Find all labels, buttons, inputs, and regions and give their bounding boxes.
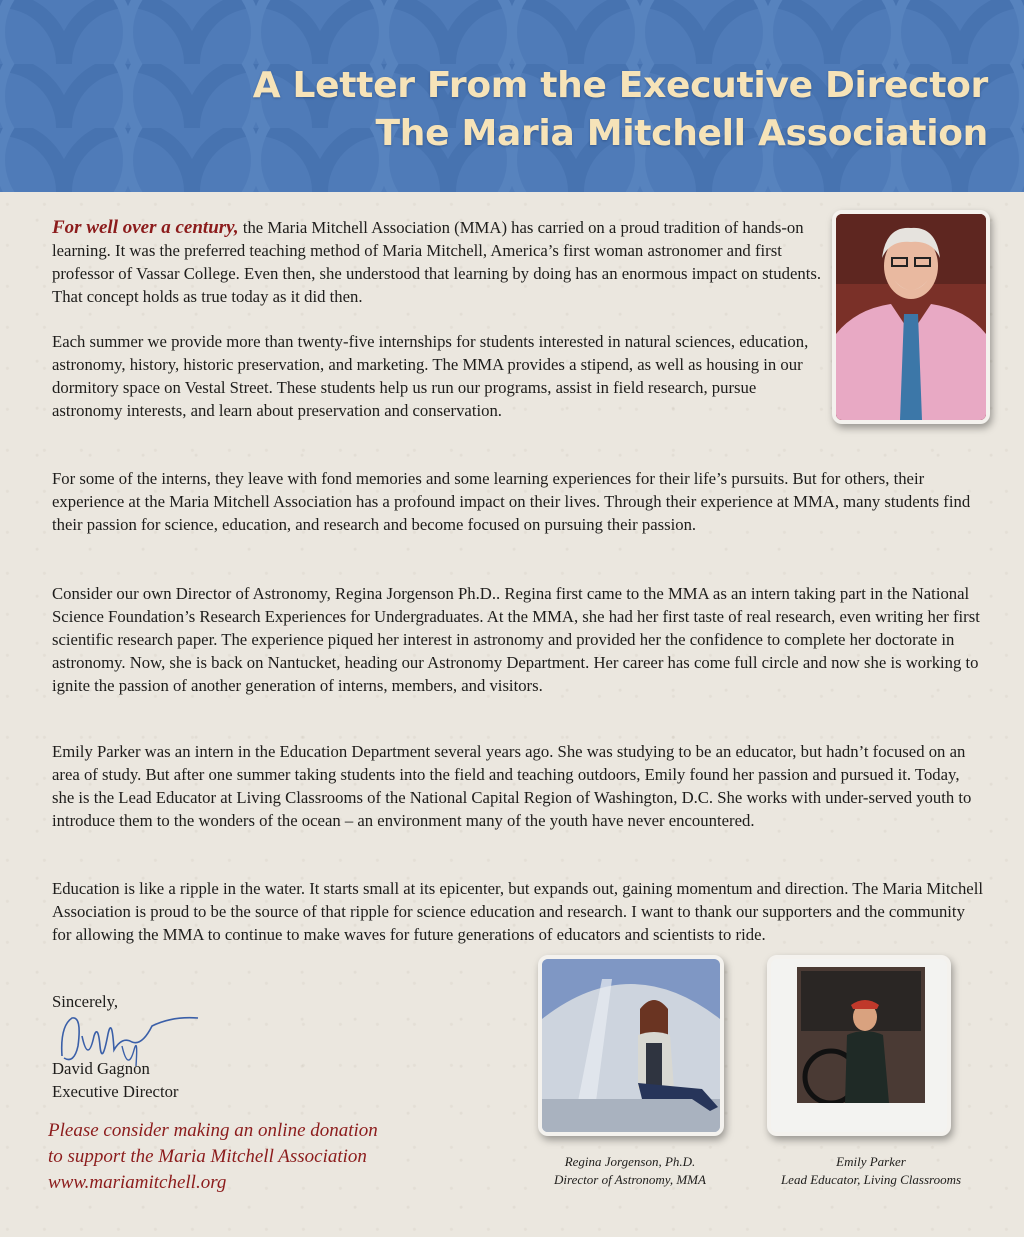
observatory-dome-icon xyxy=(542,959,720,1132)
letter-paragraph-1-text: the Maria Mitchell Association (MMA) has carried on a proud tradition of hands-on learning. It was the preferred teaching method of Maria Mitchell, America’s first woman astronomer and first professor of Vassar College. Even then, she understood that learning by doing has an enormous impact on students. That concept holds as true today as it did then. xyxy=(52,218,822,306)
signer-title: Executive Director xyxy=(52,1082,179,1101)
donation-line-1: Please consider making an online donation xyxy=(48,1120,378,1141)
page-title-line2: The Maria Mitchell Association xyxy=(375,113,988,154)
letter-paragraph-3: For some of the interns, they leave with fond memories and some learning experiences for their life’s pursuits. But for others, their experience at the Maria Mitchell Association has a profound impact on their lives. Through their experience at MMA, many students find their passion for science, education, and research and become focused on pursuing their passion. xyxy=(52,469,971,534)
regina-caption-title: Director of Astronomy, MMA xyxy=(554,1172,706,1187)
donation-url[interactable]: www.mariamitchell.org xyxy=(48,1172,227,1193)
donation-callout xyxy=(48,1118,468,1196)
emily-caption-title: Lead Educator, Living Classrooms xyxy=(780,1172,962,1187)
emily-caption-name: Emily Parker xyxy=(836,1154,906,1169)
letter-paragraph-1 xyxy=(52,216,822,308)
letter-paragraph-6: Education is like a ripple in the water. It starts small at its epicenter, but expands out, gaining momentum and direction. The Maria Mitchell Association is proud to be the source of that ripple for science education and research. I want to thank our supporters and the community for allowing the MMA to continue to make waves for future generations of educators and scientists to ride. xyxy=(52,879,983,944)
signer-name: David Gagnon xyxy=(52,1059,150,1078)
regina-photo xyxy=(538,955,724,1136)
letter-paragraph-4: Consider our own Director of Astronomy, Regina Jorgenson Ph.D.. Regina first came to the MMA as an intern taking part in the National Science Foundation’s Research Experiences for Undergraduates. At the MMA, she had her first taste of real research, even writing her first scientific research paper. The experience piqued her interest in astronomy and provided her the confidence to complete her doctorate in astronomy. Now, she is back on Nantucket, heading our Astronomy Department. Her career has come full circle and now she is working to ignite the passion of another generation of interns, members, and visitors. xyxy=(52,584,980,695)
emily-caption xyxy=(760,1153,982,1189)
page-title-line1: A Letter From the Executive Director xyxy=(252,65,988,106)
regina-caption-name: Regina Jorgenson, Ph.D. xyxy=(564,1154,696,1169)
letter-lead: For well over a century, xyxy=(52,217,239,238)
emily-photo xyxy=(767,955,951,1136)
letter-paragraph-2: Each summer we provide more than twenty-five internships for students interested in natural sciences, education, astronomy, history, historic preservation, and marketing. The MMA provides a stipend, as well as housing in our dormitory space on Vestal Street. These students help us run our programs, assist in field research, pursue astronomy interests, and learn about preservation and conservation. xyxy=(52,332,809,420)
boat-window-icon xyxy=(771,959,947,1132)
donation-line-2: to support the Maria Mitchell Association xyxy=(48,1146,367,1167)
director-portrait-icon xyxy=(836,214,986,420)
regina-caption xyxy=(530,1153,730,1189)
letter-paragraph-5: Emily Parker was an intern in the Education Department several years ago. She was studying to be an educator, but hadn’t focused on an area of study. But after one summer taking students into the field and teaching outdoors, Emily found her passion and pursued it. Today, she is the Lead Educator at Living Classrooms of the National Capital Region of Washington, D.C. She works with under-served youth to introduce them to the wonders of the ocean – an environment many of the youth have never encountered. xyxy=(52,742,972,830)
director-photo xyxy=(832,210,990,424)
closing: Sincerely, xyxy=(52,992,119,1011)
header-banner xyxy=(0,0,1024,192)
